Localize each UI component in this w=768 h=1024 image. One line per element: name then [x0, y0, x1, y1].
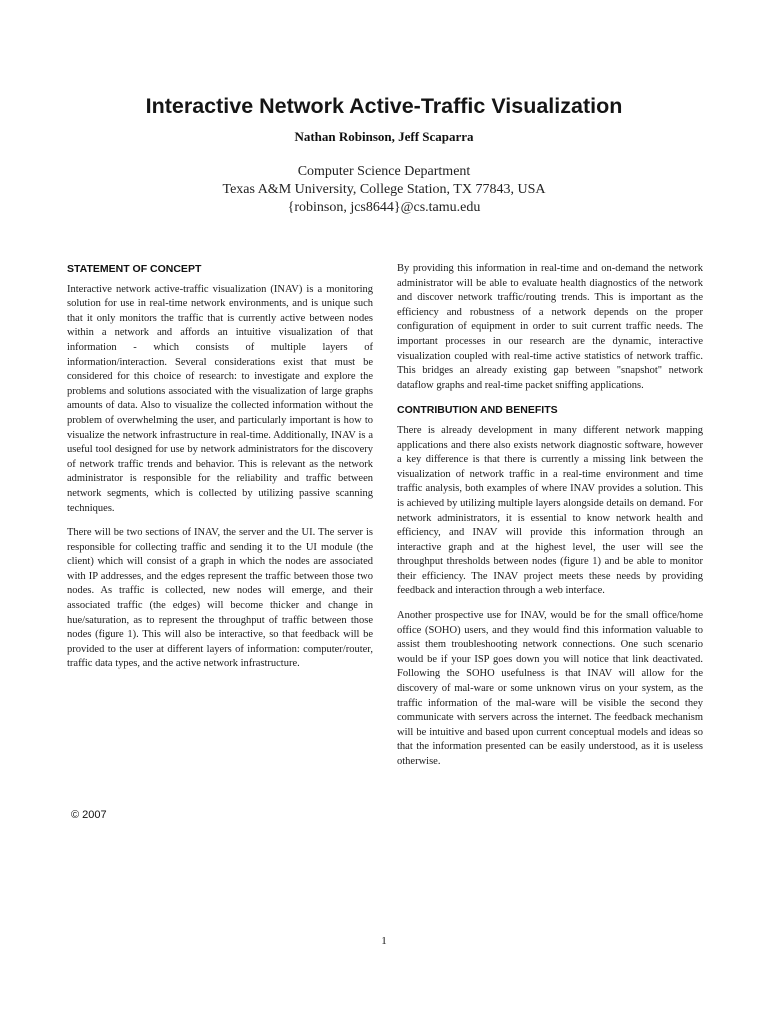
affiliation-department: Computer Science Department — [297, 164, 471, 179]
section-heading-concept: STATEMENT OF CONCEPT — [67, 263, 202, 275]
copyright-notice: © 2007 — [71, 809, 107, 821]
left-column — [67, 262, 373, 682]
contribution-paragraph-1: There is already development in many different network mapping applications and there also exists network diagnostic software, however a key difference is that there is currently a missing link between the visualization of network traffic in a real-time environment and time traffic analysis, both examples of where INAV provides a solution. This is achieved by utilizing multiple layers alongside details on demand. For network administrators, it is essential to know network health and efficiency, and INAV will provide this information through an interactive graph and at the highest level, the user will see the throughput thresholds between nodes (figure 1) and be able to monitor their efficiency. The INAV project meets these needs by providing feedback and interaction through a web interface. — [397, 424, 703, 597]
concept-paragraph-1: Interactive network active-traffic visualization (INAV) is a monitoring solution for use in real-time network environments, and is unique such that it only monitors the traffic that is currently active between nodes within a network and affords an intuitive visualization of that information - which consists of multiple layers of information/interaction. Several considerations exist that must be considered for this choice of research: to investigate and explore the problems and solutions associated with the visualization of large graphs amounts of data. Also to visualize the collected information without the problem of overwhelming the user, and particularly important is how to visualize the network infrastructure in real-time. Additionally, INAV is a useful tool designed for use by network administrators for the discovery of network traffic trends and behavior. This is relevant as the network administrator is responsible for the reliability and traffic between network segments, which is collected by utilizing passive scanning techniques. — [67, 283, 373, 514]
contribution-paragraph-2: Another prospective use for INAV, would be for the small office/home office (SOHO) users, and they would find this information valuable to assist them troubleshooting network connections. One such scenario would be if your ISP goes down you will notice that link deactivated. Following the SOHO usefulness is that INAV will allow for the discovery of mal-ware or some unknown virus on your system, as the traffic information of the mal-ware will be visible the second they communicate with servers across the internet. The feedback mechanism will be intuitive and based upon current conceptual models and ideas so that the information presented can be easily understood, as it is useless otherwise. — [397, 610, 703, 767]
right-column — [397, 262, 703, 780]
paper-authors: Nathan Robinson, Jeff Scaparra — [294, 129, 474, 144]
section-heading-contribution: CONTRIBUTION AND BENEFITS — [397, 404, 558, 417]
affiliation-email: {robinson, jcs8644}@cs.tamu.edu — [287, 200, 481, 215]
concept-paragraph-2: There will be two sections of INAV, the server and the UI. The server is responsible for collecting traffic and sending it to the UI module (the client) which will consist of a graph in which the nodes are associated with IP addresses, and the edges represent the traffic between those two nodes. As traffic is collected, new nodes will emerge, and their associated traffic (the edges) will become thicker and change in hue/saturation, as to represent the throughput of traffic between those nodes (figure 1). This will also be interactive, so that feedback will be provided to the user at different layers of information: computer/router, traffic data types, and the active network infrastructure. — [67, 527, 373, 670]
intro-paragraph: By providing this information in real-time and on-demand the network administrator will be able to evaluate health diagnostics of the network and discover network traffic/routing trends. This is important as the efficiency and robustness of a network depends on the proper configuration of equipment in order to suit current traffic needs. The important processes in our research are the dynamic, interactive visualization coupled with real-time active statistics of network traffic. This bridges an already existing gap between "snapshot" network dataflow graphs and real-time packet sniffing applications. — [397, 263, 703, 391]
paper-title: Interactive Network Active-Traffic Visualization — [145, 94, 623, 118]
affiliation-university: Texas A&M University, College Station, TX 77843, USA — [222, 182, 546, 197]
page-number: 1 — [381, 935, 387, 947]
